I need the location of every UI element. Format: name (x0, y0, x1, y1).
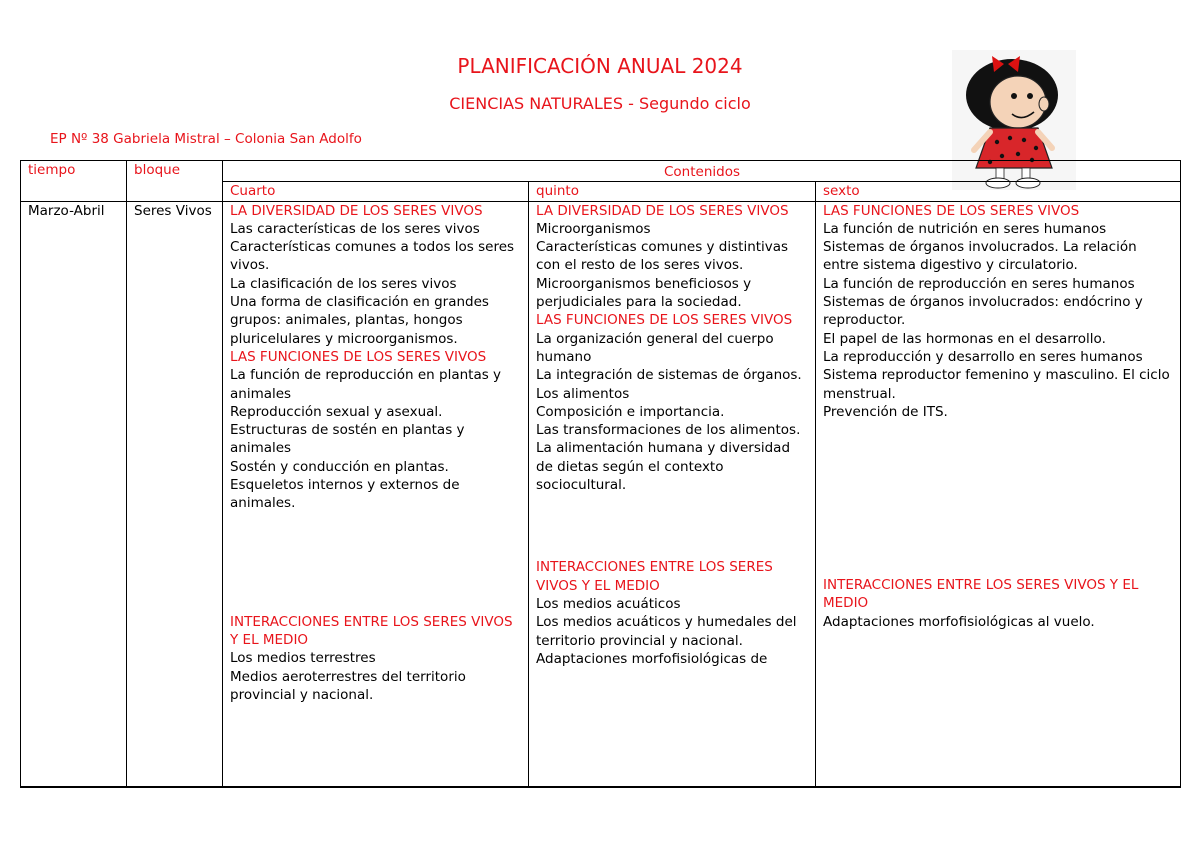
cuarto-text (230, 649, 522, 704)
quinto-line: La alimentación humana y diversidad de dietas según el contexto sociocultural. (536, 440, 791, 494)
quinto-cell (529, 201, 816, 787)
subtitle-cycle: Segundo ciclo (639, 94, 751, 113)
quinto-line: Características comunes y distintivas con el resto de los seres vivos. (536, 239, 789, 274)
cuarto-text (230, 220, 522, 348)
content-row (21, 201, 1181, 787)
header-tiempo: tiempo (21, 161, 127, 202)
cuarto-text (230, 366, 522, 512)
quinto-line: Microorganismos (536, 220, 651, 237)
header-cuarto: Cuarto (223, 182, 529, 201)
sexto-line: Sistemas de órganos involucrados: endócrino y reproductor. (823, 294, 1143, 329)
cuarto-line: Medios aeroterrestres del territorio provincial y nacional. (230, 668, 466, 703)
cuarto-line: Reproducción sexual y asexual. (230, 403, 443, 420)
quinto-text (536, 330, 809, 495)
header-row (21, 161, 1181, 182)
quinto-line: Adaptaciones morfofisiológicas de (536, 650, 768, 667)
cuarto-line: Una forma de clasificación en grandes grupos: animales, plantas, hongos pluricelulares y microorganismos. (230, 294, 489, 347)
quinto-line: La integración de sistemas de órganos. (536, 367, 802, 384)
quinto-heading-diversidad: LA DIVERSIDAD DE LOS SERES VIVOS (536, 202, 789, 219)
cuarto-line: Características comunes a todos los seres vivos. (230, 239, 515, 274)
quinto-line: Los medios acuáticos (536, 595, 681, 612)
header-quinto: quinto (529, 182, 816, 201)
sexto-line: Prevención de ITS. (823, 403, 948, 420)
quinto-line: Las transformaciones de los alimentos. (536, 422, 801, 439)
school-name: EP Nº 38 Gabriela Mistral – Colonia San Adolfo (50, 131, 362, 147)
quinto-line: Los alimentos (536, 385, 630, 402)
sexto-line: El papel de las hormonas en el desarrollo. (823, 330, 1106, 347)
cuarto-line: La función de reproducción en plantas y animales (230, 367, 502, 402)
header-contenidos: Contenidos (223, 161, 1181, 182)
quinto-line: Microorganismos beneficiosos y perjudiciales para la sociedad. (536, 275, 752, 311)
quinto-text (536, 595, 809, 668)
sexto-heading-funciones: LAS FUNCIONES DE LOS SERES VIVOS (823, 202, 1080, 219)
subtitle-subject: CIENCIAS NATURALES - (449, 94, 639, 113)
cuarto-line: Sostén y conducción en plantas. (230, 458, 449, 475)
sexto-line: Sistemas de órganos involucrados. La relación entre sistema digestivo y circulatorio. (823, 239, 1137, 274)
cuarto-heading-funciones: LAS FUNCIONES DE LOS SERES VIVOS (230, 348, 487, 365)
sexto-line: Adaptaciones morfofisiológicas al vuelo. (823, 613, 1095, 630)
planning-table (20, 160, 1181, 788)
quinto-line: La organización general del cuerpo humano (536, 330, 774, 365)
sexto-line: La reproducción y desarrollo en seres humanos (823, 348, 1143, 365)
cuarto-line: Los medios terrestres (230, 650, 376, 667)
sexto-text (823, 220, 1174, 421)
cuarto-line: La clasificación de los seres vivos (230, 275, 457, 292)
bloque-cell: Seres Vivos (127, 201, 223, 787)
cuarto-line: Esqueletos internos y externos de animales. (230, 477, 460, 512)
quinto-text (536, 220, 809, 311)
page-title: PLANIFICACIÓN ANUAL 2024 (457, 54, 743, 78)
cuarto-cell (223, 201, 529, 787)
cuarto-line: Las características de los seres vivos (230, 220, 480, 237)
cuarto-line: Estructuras de sostén en plantas y animales (230, 422, 465, 457)
sexto-cell (816, 201, 1181, 787)
sexto-text (823, 613, 1174, 631)
cuarto-heading-interacciones: INTERACCIONES ENTRE LOS SERES VIVOS Y EL MEDIO (230, 613, 513, 648)
sexto-line: Sistema reproductor femenino y masculino. El ciclo menstrual. (823, 367, 1170, 402)
quinto-line: Composición e importancia. (536, 403, 725, 420)
header-sexto: sexto (816, 182, 1181, 201)
sexto-heading-interacciones: INTERACCIONES ENTRE LOS SERES VIVOS Y EL MEDIO (823, 577, 1139, 612)
tiempo-cell: Marzo-Abril (21, 201, 127, 787)
sexto-line: La función de reproducción en seres humanos (823, 275, 1135, 292)
quinto-line: Los medios acuáticos y humedales del territorio provincial y nacional. (536, 614, 797, 649)
quinto-heading-funciones: LAS FUNCIONES DE LOS SERES VIVOS (536, 312, 793, 329)
sexto-line: La función de nutrición en seres humanos (823, 220, 1107, 237)
header-bloque: bloque (127, 161, 223, 202)
quinto-heading-interacciones: INTERACCIONES ENTRE LOS SERES VIVOS Y EL MEDIO (536, 559, 773, 594)
cuarto-heading-diversidad: LA DIVERSIDAD DE LOS SERES VIVOS (230, 202, 483, 219)
